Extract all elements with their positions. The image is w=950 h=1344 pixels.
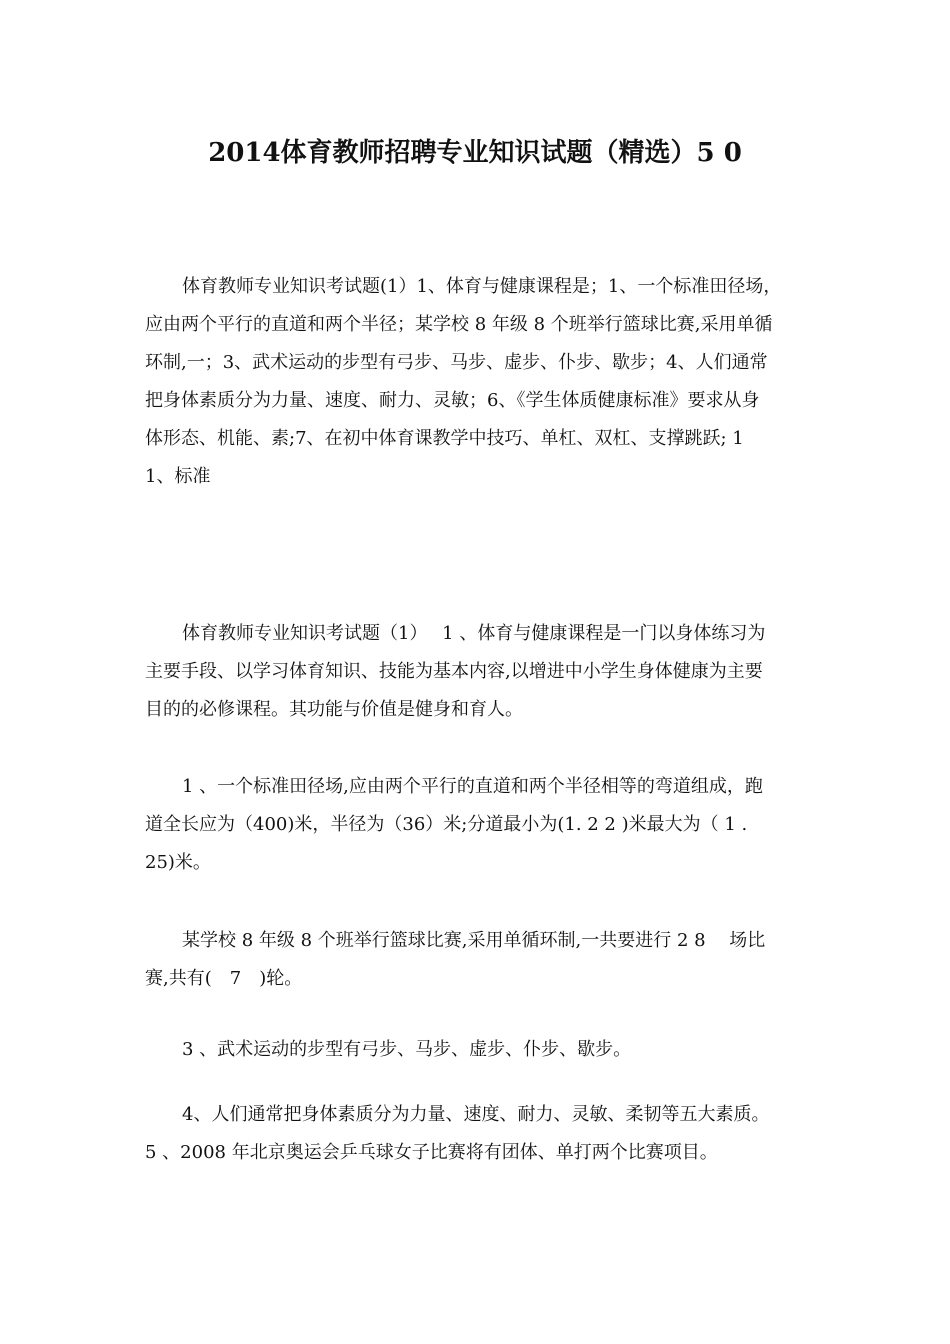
question-basketball-line: 赛,共有( 7 )轮。 (145, 968, 303, 989)
question-wushu-line: 3 、武术运动的步型有弓步、马步、虚步、仆步、歇步。 (182, 1039, 632, 1060)
question-intro-paragraph (145, 615, 813, 729)
question-basketball-line: 某学校 8 年级 8 个班举行篮球比赛,采用单循环制,一共要进行 2 8 场比 (182, 930, 766, 951)
question-intro-line: 主要手段、以学习体育知识、技能为基本内容,以增进中小学生身体健康为主要 (145, 661, 763, 682)
question-wushu-paragraph (145, 1031, 813, 1069)
summary-line: 环制,一；3、武术运动的步型有弓步、马步、虚步、仆步、歇步；4、人们通常 (145, 352, 768, 373)
question-track-line: 25)米。 (145, 852, 211, 873)
document-title: 2014体育教师招聘专业知识试题（精选）5 0 (208, 138, 742, 168)
summary-paragraph (145, 268, 813, 496)
question-track-paragraph (145, 768, 813, 882)
question-track-line: 道全长应为（400)米，半径为（36）米;分道最小为(1. 2 2 )米最大为（ 1 . (145, 814, 748, 835)
question-track-line: 1 、一个标准田径场,应由两个平行的直道和两个半径相等的弯道组成，跑 (182, 776, 763, 797)
question-basketball-paragraph (145, 922, 813, 998)
question-intro-line: 目的的必修课程。其功能与价值是健身和育人。 (145, 699, 523, 720)
summary-line: 把身体素质分为力量、速度、耐力、灵敏；6、《学生体质健康标准》要求从身 (145, 390, 760, 411)
question-intro-line: 体育教师专业知识考试题（1） 1 、体育与健康课程是一门以身体练习为 (182, 623, 766, 644)
question-fitness-paragraph (145, 1096, 813, 1172)
summary-line: 体形态、机能、素;7、在初中体育课教学中技巧、单杠、双杠、支撑跳跃; 1 (145, 428, 744, 449)
question-fitness-line: 4、人们通常把身体素质分为力量、速度、耐力、灵敏、柔韧等五大素质。 (182, 1104, 770, 1125)
summary-line: 体育教师专业知识考试题(1）1、体育与健康课程是；1、一个标准田径场， (182, 276, 782, 297)
summary-line: 应由两个平行的直道和两个半径；某学校 8 年级 8 个班举行篮球比赛,采用单循 (145, 314, 773, 335)
question-pingpong-line: 5 、2008 年北京奥运会乒乓球女子比赛将有团体、单打两个比赛项目。 (145, 1142, 718, 1163)
summary-line: 1、标准 (145, 466, 211, 487)
